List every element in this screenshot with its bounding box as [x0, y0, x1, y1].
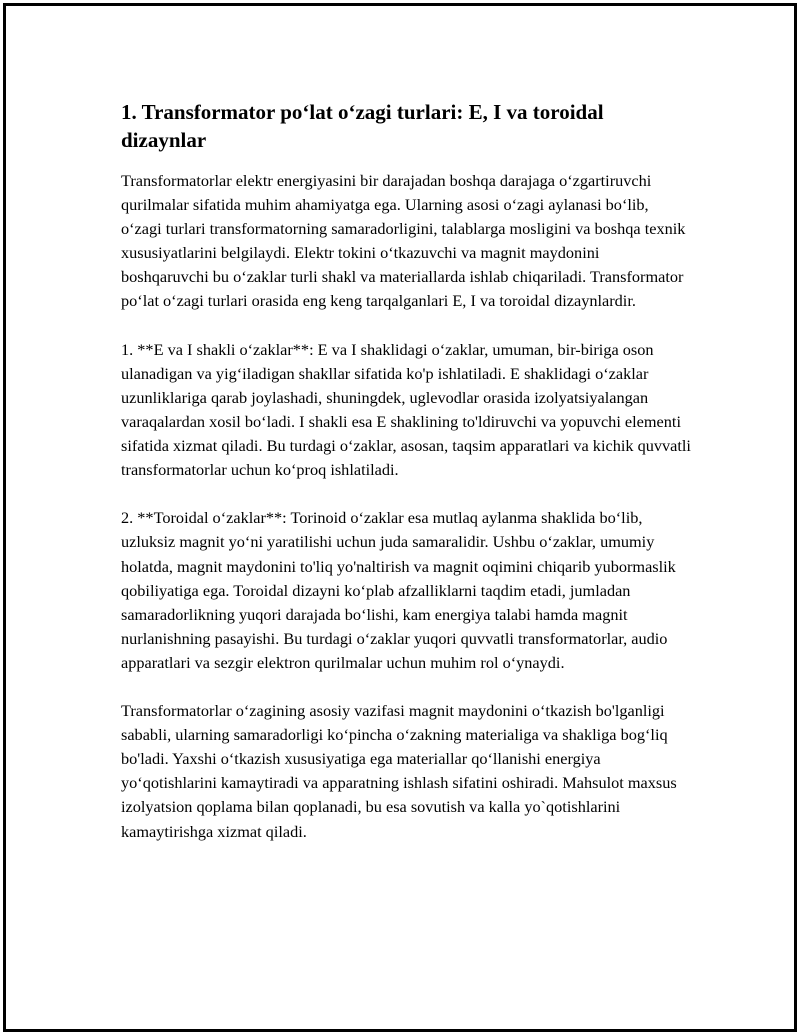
conclusion-paragraph: Transformatorlar o‘zagining asosiy vazifasi magnit maydonini o‘tkazish bo'lganligi sababli, ularning samaradorligi ko‘pincha o‘zakning materialiga va shakliga bog‘liq bo'ladi. Yaxshi o‘tkazish xususiyatiga ega materiallar qo‘llanishi energiya yo‘qotishlarini kamaytiradi va apparatning ishlash sifatini oshiradi. Mahsulot maxsus izolyatsion qoplama bilan qoplanadi, bu esa sovutish va kalla yo`qotishlarini kamaytirishga xizmat qiladi. [121, 701, 677, 841]
document-body [121, 98, 691, 868]
toroidal-cores-paragraph: 2. **Toroidal o‘zaklar**: Torinoid o‘zaklar esa mutlaq aylanma shaklida bo‘lib, uzluksiz magnit yo‘ni yaratilishi uchun juda samaralidir. Ushbu o‘zaklar, umumiy holatda, magnit maydonini to'liq yo'naltirish va magnit oqimini chiqarib yubormaslik qobiliyatiga ega. Toroidal dizayni ko‘plab afzalliklarni taqdim etadi, jumladan samaradorlikning yuqori darajada bo‘lishi, kam energiya talabi hamda magnit nurlanishning pasayishi. Bu turdagi o‘zaklar yuqori quvvatli transformatorlar, audio apparatlari va sezgir elektron qurilmalar uchun muhim rol o‘ynaydi. [121, 508, 676, 672]
page-frame [3, 3, 797, 1032]
e-i-cores-paragraph: 1. **E va I shakli o‘zaklar**: E va I shaklidagi o‘zaklar, umuman, bir-biriga oson ulanadigan va yig‘iladigan shakllar sifatida ko'p ishlatiladi. E shaklidagi o‘zaklar uzunliklariga qarab joylashadi, shuningdek, uglevodlar orasida izolyatsiyalangan varaqalardan xosil bo‘ladi. I shakli esa E shaklining to'ldiruvchi va yopuvchi elementi sifatida xizmat qiladi. Bu turdagi o‘zaklar, asosan, taqsim apparatlari va kichik quvvatli transformatorlar uchun ko‘proq ishlatiladi. [121, 339, 691, 480]
document-title: 1. Transformator po‘lat o‘zagi turlari: E, I va toroidal dizaynlar [121, 100, 604, 152]
intro-paragraph: Transformatorlar elektr energiyasini bir darajadan boshqa darajaga o‘zgartiruvchi qurilmalar sifatida muhim ahamiyatga ega. Ularning asosi o‘zagi aylanasi bo‘lib, o‘zagi turlari transformatorning samaradorligini, talablarga mosligini va boshqa texnik xususiyatlarini belgilaydi. Elektr tokini o‘tkazuvchi va magnit maydonini boshqaruvchi bu o‘zaklar turli shakl va materiallarda ishlab chiqariladi. Transformator po‘lat o‘zagi turlari orasida eng keng tarqalganlari E, I va toroidal dizaynlardir. [121, 171, 686, 311]
